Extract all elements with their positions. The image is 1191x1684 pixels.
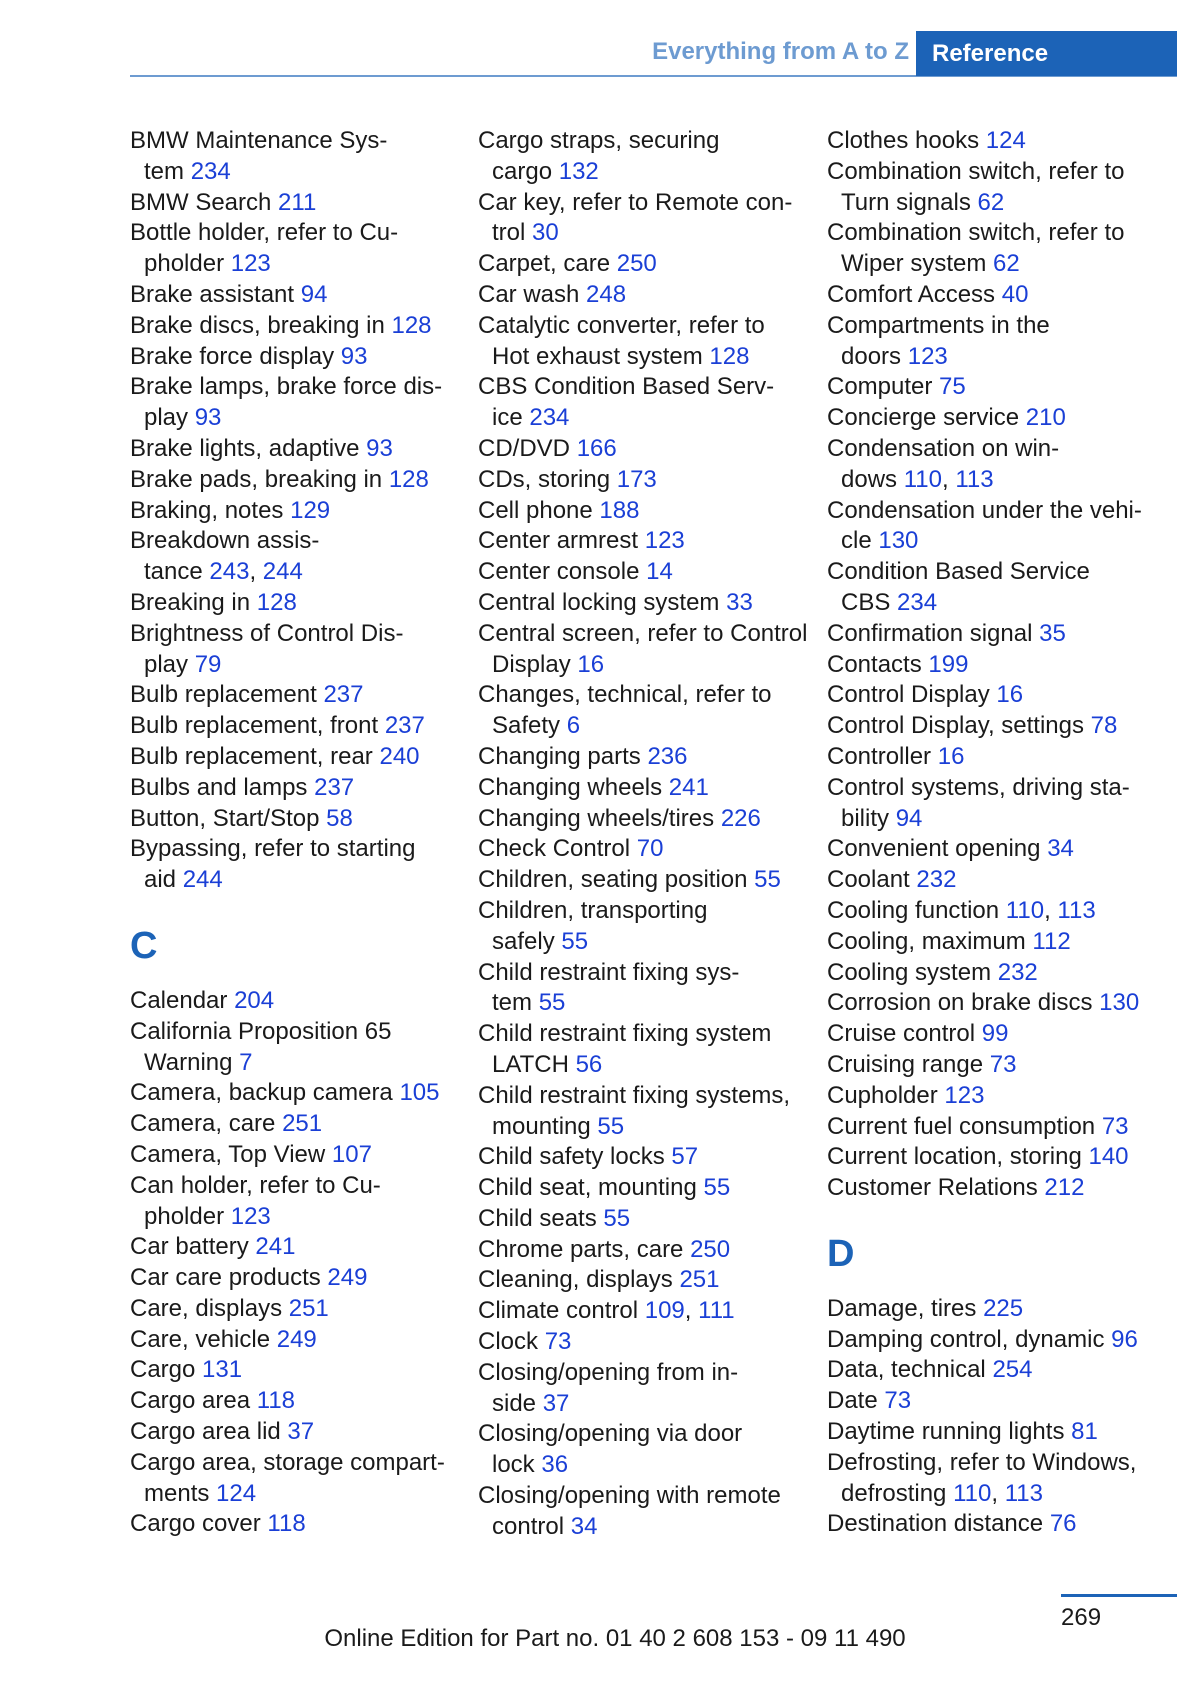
index-entry: Contacts 199 xyxy=(827,650,969,678)
index-entry: Catalytic converter, refer to Hot exhaust system 128 xyxy=(478,311,765,370)
index-entry: Breakdown assis- tance 243, 244 xyxy=(130,527,320,586)
page-link[interactable]: 251 xyxy=(282,1110,323,1138)
page-link[interactable]: 248 xyxy=(586,280,627,308)
page-link[interactable]: 128 xyxy=(391,311,432,339)
index-entry: Cooling system 232 xyxy=(827,958,1038,986)
page-link[interactable]: 124 xyxy=(216,1479,257,1507)
page-link[interactable]: 62 xyxy=(993,250,1020,278)
index-entry: Concierge service 210 xyxy=(827,404,1066,432)
index-entry: Clothes hooks 124 xyxy=(827,127,1026,154)
index-entry: Customer Relations 212 xyxy=(827,1174,1085,1202)
page-link[interactable]: 37 xyxy=(542,1389,570,1417)
index-entry: Destination distance 76 xyxy=(827,1510,1077,1538)
page-link[interactable]: 128 xyxy=(256,588,297,616)
index-entry: Button, Start/Stop 58 xyxy=(130,804,353,832)
page-link[interactable]: 118 xyxy=(267,1510,306,1538)
page-link[interactable]: 244 xyxy=(182,866,223,894)
index-entry: Condition Based Service CBS 234 xyxy=(827,558,1090,616)
index-entry: Cooling, maximum 112 xyxy=(827,927,1071,955)
page-link[interactable]: 79 xyxy=(194,650,222,678)
page-link[interactable]: 58 xyxy=(326,804,353,832)
index-entry: Data, technical 254 xyxy=(827,1356,1033,1384)
page-link[interactable]: 99 xyxy=(981,1020,1009,1048)
page-link[interactable]: 251 xyxy=(679,1266,720,1294)
index-entry: Cruising range 73 xyxy=(827,1050,1017,1078)
page-link[interactable]: 130 xyxy=(878,527,919,555)
page-link[interactable]: 76 xyxy=(1049,1510,1077,1538)
index-entry: Cell phone 188 xyxy=(478,496,640,524)
page-link[interactable]: 78 xyxy=(1090,712,1118,740)
page-link[interactable]: 55 xyxy=(561,927,589,955)
page-link[interactable]: 73 xyxy=(989,1050,1017,1078)
page-link[interactable]: 73 xyxy=(544,1328,572,1356)
page-link[interactable]: 107 xyxy=(331,1140,372,1168)
index-letter-heading: C xyxy=(130,924,158,967)
page-link[interactable]: 62 xyxy=(977,188,1005,216)
page-link[interactable]: 244 xyxy=(262,558,303,586)
index-entry: Bottle holder, refer to Cu- pholder 123 xyxy=(130,219,399,278)
index-entry: Bulb replacement, rear 240 xyxy=(130,742,420,770)
page-link[interactable]: 96 xyxy=(1111,1325,1138,1353)
index-entry: Climate control 109, 111 xyxy=(478,1297,735,1325)
index-entry: Changing parts 236 xyxy=(478,742,688,770)
index-entry: Car key, refer to Remote con- trol 30 xyxy=(478,188,793,247)
index-entry: Cargo area lid 37 xyxy=(130,1418,315,1446)
index-entry: Comfort Access 40 xyxy=(827,280,1029,308)
index-entry: Chrome parts, care 250 xyxy=(478,1235,731,1263)
page-link[interactable]: 73 xyxy=(1101,1112,1129,1140)
page-link[interactable]: 236 xyxy=(647,742,688,770)
page-link[interactable]: 112 xyxy=(1032,927,1071,955)
index-entry: Confirmation signal 35 xyxy=(827,619,1066,647)
index-entry: Child safety locks 57 xyxy=(478,1143,699,1171)
index-column-2 xyxy=(478,126,818,1543)
page-link[interactable]: 109 xyxy=(644,1297,685,1325)
index-entry: Control Display 16 xyxy=(827,681,1024,709)
reference-tab[interactable]: Reference xyxy=(916,31,1177,76)
section-title: Everything from A to Z xyxy=(652,38,909,65)
page-link[interactable]: 40 xyxy=(1001,280,1029,308)
page-link[interactable]: 110 xyxy=(903,465,942,493)
index-entry: Car battery 241 xyxy=(130,1233,296,1261)
page-link[interactable]: 232 xyxy=(997,958,1038,986)
index-entry: CDs, storing 173 xyxy=(478,465,657,493)
page-link[interactable]: 123 xyxy=(944,1081,985,1109)
page-link[interactable]: 188 xyxy=(599,496,640,524)
index-entry: Cruise control 99 xyxy=(827,1020,1009,1048)
page-link[interactable]: 211 xyxy=(278,188,317,216)
index-entry: Cargo cover 118 xyxy=(130,1510,306,1538)
page-link[interactable]: 237 xyxy=(323,681,364,709)
page-link[interactable]: 128 xyxy=(388,465,429,493)
page-link[interactable]: 225 xyxy=(983,1294,1024,1322)
page-link[interactable]: 250 xyxy=(690,1235,731,1263)
index-entry: Control Display, settings 78 xyxy=(827,712,1118,740)
index-entry: Clock 73 xyxy=(478,1328,572,1356)
page-link[interactable]: 234 xyxy=(897,588,938,616)
index-entry: Changing wheels 241 xyxy=(478,773,709,801)
index-entry: Closing/opening from in- side 37 xyxy=(478,1358,739,1417)
page-link[interactable]: 243 xyxy=(209,558,250,586)
index-entry: Child restraint fixing system LATCH 56 xyxy=(478,1020,772,1078)
index-entry: Current location, storing 140 xyxy=(827,1143,1129,1171)
index-entry: Brake force display 93 xyxy=(130,342,368,370)
page-link[interactable]: 93 xyxy=(340,342,368,370)
page-link[interactable]: 123 xyxy=(644,527,685,555)
page-link[interactable]: 30 xyxy=(532,219,559,247)
index-letter-heading: D xyxy=(827,1232,855,1275)
index-entry: Care, vehicle 249 xyxy=(130,1325,317,1353)
index-entry: Cargo straps, securing cargo 132 xyxy=(478,127,720,185)
index-entry: Coolant 232 xyxy=(827,866,957,894)
index-entry: Combination switch, refer to Turn signals 62 xyxy=(827,157,1125,216)
index-entry: Children, seating position 55 xyxy=(478,866,781,894)
index-entry: Combination switch, refer to Wiper system 62 xyxy=(827,219,1125,278)
index-entry: Car care products 249 xyxy=(130,1264,368,1292)
index-entry: Brightness of Control Dis- play 79 xyxy=(130,619,404,678)
index-entry: California Proposition 65 Warning 7 xyxy=(130,1017,392,1076)
page-number-rule xyxy=(1061,1594,1177,1597)
page-link[interactable]: 73 xyxy=(884,1387,912,1415)
page-link[interactable]: 140 xyxy=(1088,1143,1129,1171)
page-link[interactable]: 130 xyxy=(1099,989,1140,1017)
index-entry: BMW Search 211 xyxy=(130,188,317,216)
page-link[interactable]: 70 xyxy=(636,835,664,863)
index-entry: Changes, technical, refer to Safety 6 xyxy=(478,681,772,740)
page-link[interactable]: 55 xyxy=(597,1112,625,1140)
index-entry: Child seat, mounting 55 xyxy=(478,1174,731,1202)
index-column-3 xyxy=(827,126,1172,1540)
page-link[interactable]: 118 xyxy=(256,1387,296,1415)
index-entry: Child restraint fixing sys- tem 55 xyxy=(478,958,740,1017)
index-entry: Children, transporting safely 55 xyxy=(478,896,708,955)
page-link[interactable]: 232 xyxy=(916,866,957,894)
page-link[interactable]: 237 xyxy=(384,712,425,740)
index-entry: Brake pads, breaking in 128 xyxy=(130,465,429,493)
page-link[interactable]: 55 xyxy=(754,866,781,894)
index-entry: Cooling function 110, 113 xyxy=(827,896,1096,924)
page-link[interactable]: 128 xyxy=(709,342,750,370)
page-link[interactable]: 226 xyxy=(720,804,761,832)
page-link[interactable]: 254 xyxy=(992,1356,1033,1384)
index-entry: Cargo 131 xyxy=(130,1356,243,1384)
index-entry: Date 73 xyxy=(827,1387,912,1415)
index-entry: Cargo area, storage compart- ments 124 xyxy=(130,1448,445,1507)
page-link[interactable]: 199 xyxy=(928,650,969,678)
index-entry: Camera, Top View 107 xyxy=(130,1140,372,1168)
page-link[interactable]: 16 xyxy=(996,681,1024,709)
page-link[interactable]: 123 xyxy=(907,342,948,370)
index-entry: Care, displays 251 xyxy=(130,1294,329,1322)
page-link[interactable]: 34 xyxy=(570,1512,598,1540)
index-entry: Condensation on win- dows 110, 113 xyxy=(827,434,1060,493)
index-entry: Changing wheels/tires 226 xyxy=(478,804,761,832)
index-entry: Can holder, refer to Cu- pholder 123 xyxy=(130,1171,381,1230)
page-link[interactable]: 241 xyxy=(255,1233,296,1261)
page-link[interactable]: 241 xyxy=(668,773,709,801)
index-entry: Condensation under the vehi- cle 130 xyxy=(827,496,1142,555)
page-link[interactable]: 94 xyxy=(300,280,328,308)
page-link[interactable]: 173 xyxy=(616,465,657,493)
index-entry: Child restraint fixing systems, mounting 55 xyxy=(478,1081,791,1140)
index-entry: Bulb replacement, front 237 xyxy=(130,712,425,740)
page-link[interactable]: 240 xyxy=(379,742,420,770)
page-link[interactable]: 204 xyxy=(234,986,275,1014)
index-entry: Damage, tires 225 xyxy=(827,1294,1024,1322)
index-entry: Bulb replacement 237 xyxy=(130,681,364,709)
page-link[interactable]: 113 xyxy=(955,465,994,493)
index-entry: Brake discs, breaking in 128 xyxy=(130,311,432,339)
index-entry: Check Control 70 xyxy=(478,835,664,863)
index-entry: Closing/opening via door lock 36 xyxy=(478,1420,743,1479)
index-entry: Brake assistant 94 xyxy=(130,280,328,308)
index-entry: Central screen, refer to Control Display 16 xyxy=(478,619,808,678)
page-link[interactable]: 210 xyxy=(1025,404,1066,432)
index-entry: Carpet, care 250 xyxy=(478,250,657,278)
index-entry: Control systems, driving sta- bility 94 xyxy=(827,773,1130,832)
index-entry: Brake lamps, brake force dis- play 93 xyxy=(130,373,443,432)
index-entry: Computer 75 xyxy=(827,373,966,401)
index-entry: Convenient opening 34 xyxy=(827,835,1074,863)
page-link[interactable]: 251 xyxy=(288,1294,329,1322)
page-link[interactable]: 250 xyxy=(616,250,657,278)
page-link[interactable]: 55 xyxy=(603,1204,631,1232)
page-link[interactable]: 34 xyxy=(1047,835,1074,863)
index-entry: Cupholder 123 xyxy=(827,1081,985,1109)
index-entry: Closing/opening with remote control 34 xyxy=(478,1482,781,1540)
page-link[interactable]: 33 xyxy=(726,588,753,616)
page-link[interactable]: 37 xyxy=(287,1418,315,1446)
page-link[interactable]: 237 xyxy=(314,773,355,801)
page-link[interactable]: 55 xyxy=(703,1174,731,1202)
index-entry: Car wash 248 xyxy=(478,280,627,308)
page-link[interactable]: 93 xyxy=(194,404,222,432)
page-link[interactable]: 81 xyxy=(1071,1418,1098,1446)
index-entry: Calendar 204 xyxy=(130,986,275,1014)
page-link[interactable]: 132 xyxy=(558,157,599,185)
page-link[interactable]: 249 xyxy=(276,1325,317,1353)
page-link[interactable]: 16 xyxy=(937,742,965,770)
page-link[interactable]: 36 xyxy=(541,1451,569,1479)
page-link[interactable]: 110 xyxy=(1005,896,1045,924)
index-entry: Central locking system 33 xyxy=(478,588,753,616)
index-column-1 xyxy=(130,126,460,1540)
index-entry: Current fuel consumption 73 xyxy=(827,1112,1129,1140)
page-link[interactable]: 6 xyxy=(566,712,581,740)
index-entry: Daytime running lights 81 xyxy=(827,1418,1098,1446)
index-entry: Damping control, dynamic 96 xyxy=(827,1325,1138,1353)
index-entry: CBS Condition Based Serv- ice 234 xyxy=(478,373,775,432)
page-link[interactable]: 124 xyxy=(985,127,1026,154)
page-link[interactable]: 55 xyxy=(538,989,566,1017)
index-entry: Center console 14 xyxy=(478,558,673,586)
page-link[interactable]: 94 xyxy=(895,804,923,832)
page-link[interactable]: 234 xyxy=(190,157,231,185)
page-link[interactable]: 7 xyxy=(239,1048,253,1076)
page-link[interactable]: 129 xyxy=(290,496,331,524)
page-link[interactable]: 93 xyxy=(366,434,393,462)
page-link[interactable]: 123 xyxy=(230,1202,271,1230)
page-link[interactable]: 113 xyxy=(1004,1479,1043,1507)
index-entry: Controller 16 xyxy=(827,742,965,770)
page-link[interactable]: 249 xyxy=(327,1264,368,1292)
page-link[interactable]: 111 xyxy=(698,1297,735,1325)
index-entry: Compartments in the doors 123 xyxy=(827,311,1050,370)
page-link[interactable]: 131 xyxy=(202,1356,243,1384)
page-link[interactable]: 57 xyxy=(671,1143,699,1171)
index-entry: Cleaning, displays 251 xyxy=(478,1266,720,1294)
index-entry: Brake lights, adaptive 93 xyxy=(130,434,393,462)
index-entry: Bulbs and lamps 237 xyxy=(130,773,355,801)
page-link[interactable]: 75 xyxy=(939,373,966,401)
index-entry: Camera, care 251 xyxy=(130,1110,323,1138)
index-entry: BMW Maintenance Sys- tem 234 xyxy=(130,127,388,185)
edition-note: Online Edition for Part no. 01 40 2 608 153 - 09 11 490 xyxy=(324,1625,906,1652)
page-link[interactable]: 14 xyxy=(646,558,673,586)
index-entry: Cargo area 118 xyxy=(130,1387,296,1415)
index-entry: Corrosion on brake discs 130 xyxy=(827,989,1140,1017)
page-link[interactable]: 56 xyxy=(575,1050,603,1078)
page-link[interactable]: 234 xyxy=(529,404,570,432)
index-entry: Child seats 55 xyxy=(478,1204,631,1232)
index-entry: Center armrest 123 xyxy=(478,527,685,555)
page-number: 269 xyxy=(1061,1604,1102,1631)
page-link[interactable]: 113 xyxy=(1057,896,1096,924)
page-link[interactable]: 35 xyxy=(1039,619,1066,647)
index-entry: Defrosting, refer to Windows, defrosting 110, 113 xyxy=(827,1448,1137,1507)
index-entry: CD/DVD 166 xyxy=(478,434,617,462)
page-link[interactable]: 16 xyxy=(577,650,605,678)
page-link[interactable]: 105 xyxy=(399,1079,440,1107)
index-entry: Braking, notes 129 xyxy=(130,496,331,524)
page-link[interactable]: 212 xyxy=(1044,1174,1085,1202)
page-link[interactable]: 123 xyxy=(230,250,271,278)
page-link[interactable]: 166 xyxy=(576,434,617,462)
index-entry: Camera, backup camera 105 xyxy=(130,1079,440,1107)
index-entry: Bypassing, refer to starting aid 244 xyxy=(130,835,416,894)
index-entry: Breaking in 128 xyxy=(130,588,297,616)
page-link[interactable]: 110 xyxy=(953,1479,992,1507)
